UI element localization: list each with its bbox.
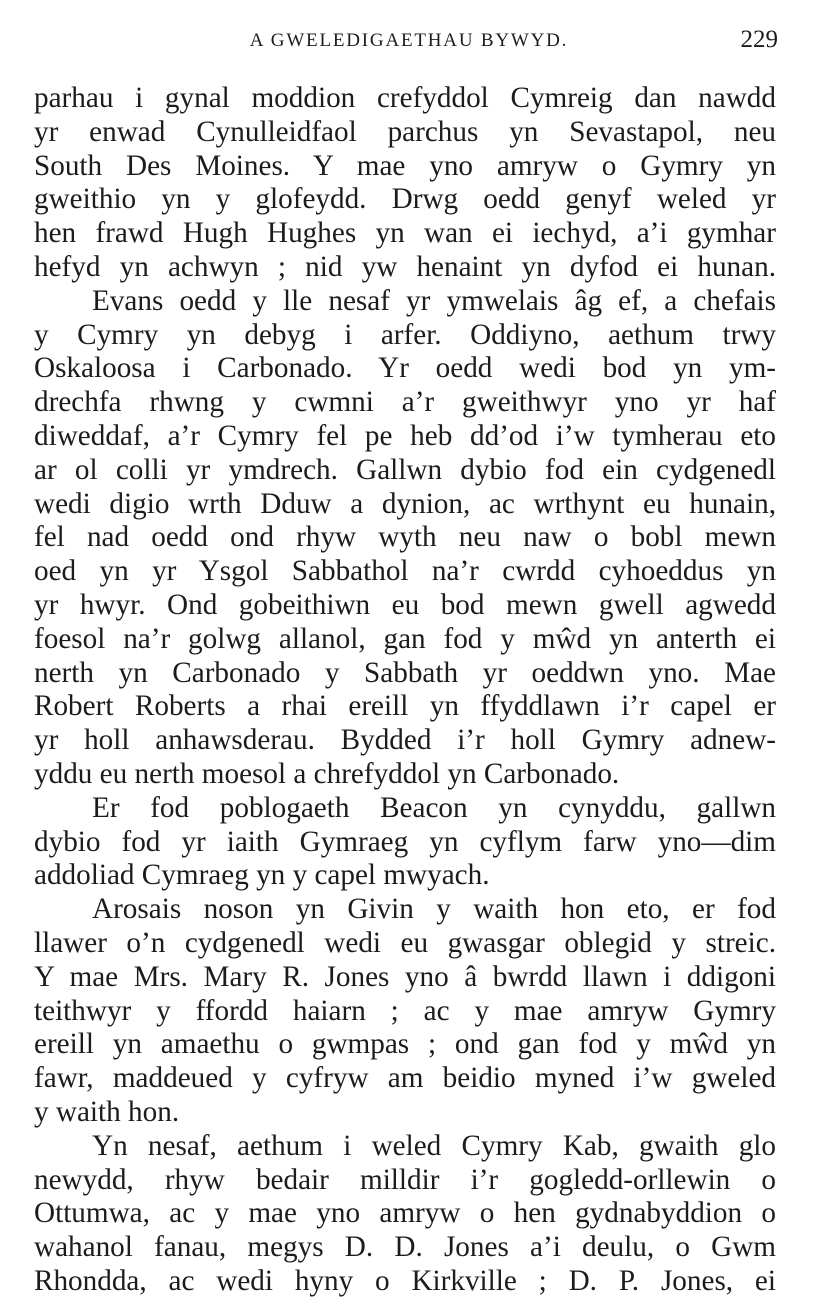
text-line: Er fod poblogaeth Beacon yn cynyddu, gallwn — [92, 791, 776, 824]
text-line: hefyd yn achwyn ; nid yw henaint yn dyfod ei hunan. — [34, 250, 776, 283]
text-line: oed yn yr Ysgol Sabbathol na’r cwrdd cyhoeddus yn — [34, 555, 776, 588]
text-line: teithwyr y ffordd haiarn ; ac y mae amryw Gymry — [34, 994, 776, 1027]
text-line: Rhondda, ac wedi hyny o Kirkville ; D. P. Jones, ei — [34, 1264, 776, 1297]
page-header — [34, 24, 784, 58]
page-number: 229 — [740, 26, 778, 53]
text-line: gweithio yn y glofeydd. Drwg oedd genyf weled yr — [34, 183, 776, 216]
text-line: South Des Moines. Y mae yno amryw o Gymry yn — [34, 149, 776, 182]
text-line: Robert Roberts a rhai ereill yn ffyddlawn i’r capel er — [34, 690, 776, 723]
body-text — [34, 82, 776, 1299]
text-line: nerth yn Carbonado y Sabbath yr oeddwn yno. Mae — [34, 656, 776, 689]
running-title: A GWELEDIGAETHAU BYWYD. — [249, 30, 569, 51]
paragraph — [34, 1130, 776, 1299]
paragraph — [34, 792, 776, 893]
text-line: llawer o’n cydgenedl wedi eu gwasgar oblegid y streic. — [34, 926, 776, 959]
text-line: fel nad oedd ond rhyw wyth neu naw o bobl mewn — [34, 521, 776, 554]
text-line: newydd, rhyw bedair milldir i’r gogledd-orllewin o — [34, 1163, 776, 1196]
text-line: addoliad Cymraeg yn y capel mwyach. — [34, 859, 490, 892]
text-line: y Cymry yn debyg i arfer. Oddiyno, aethum trwy — [34, 318, 776, 351]
paragraph — [34, 893, 776, 1130]
text-line: yr holl anhawsderau. Bydded i’r holl Gymry adnew- — [34, 724, 776, 757]
text-line: parhau i gynal moddion crefyddol Cymreig dan nawdd — [34, 82, 776, 114]
text-line: ar ol colli yr ymdrech. Gallwn dybio fod ein cydgenedl — [34, 453, 776, 486]
text-line: wedi digio wrth Dduw a dynion, ac wrthynt eu hunain, — [34, 487, 776, 520]
text-line: Ottumwa, ac y mae yno amryw o hen gydnabyddion o — [34, 1197, 776, 1230]
text-line: Evans oedd y lle nesaf yr ymwelais âg ef, a chefais — [92, 284, 776, 317]
text-line: Oskaloosa i Carbonado. Yr oedd wedi bod yn ym- — [34, 352, 776, 385]
text-line: ereill yn amaethu o gwmpas ; ond gan fod y mŵd yn — [34, 1028, 776, 1061]
text-line: fawr, maddeued y cyfryw am beidio myned i’w gweled — [34, 1062, 776, 1095]
text-line: wahanol fanau, megys D. D. Jones a’i deulu, o Gwm — [34, 1231, 776, 1264]
text-line: drechfa rhwng y cwmni a’r gweithwyr yno yr haf — [34, 386, 776, 419]
text-line: Arosais noson yn Givin y waith hon eto, er fod — [92, 893, 776, 926]
paragraph — [34, 82, 776, 285]
text-line: yr hwyr. Ond gobeithiwn eu bod mewn gwell agwedd — [34, 588, 776, 621]
text-line: y waith hon. — [34, 1095, 180, 1128]
paragraph — [34, 285, 776, 792]
text-line: yr enwad Cynulleidfaol parchus yn Sevastapol, neu — [34, 115, 776, 148]
text-line: Y mae Mrs. Mary R. Jones yno â bwrdd llawn i ddigoni — [34, 960, 776, 993]
text-line: dybio fod yr iaith Gymraeg yn cyflym farw yno—dim — [34, 825, 776, 858]
text-line: yddu eu nerth moesol a chrefyddol yn Carbonado. — [34, 757, 620, 790]
text-line: foesol na’r golwg allanol, gan fod y mŵd yn anterth ei — [34, 622, 776, 655]
text-line: hen frawd Hugh Hughes yn wan ei iechyd, a’i gymhar — [34, 217, 776, 250]
text-line: Yn nesaf, aethum i weled Cymry Kab, gwaith glo — [92, 1129, 776, 1162]
text-line: diweddaf, a’r Cymry fel pe heb dd’od i’w tymherau eto — [34, 419, 776, 452]
